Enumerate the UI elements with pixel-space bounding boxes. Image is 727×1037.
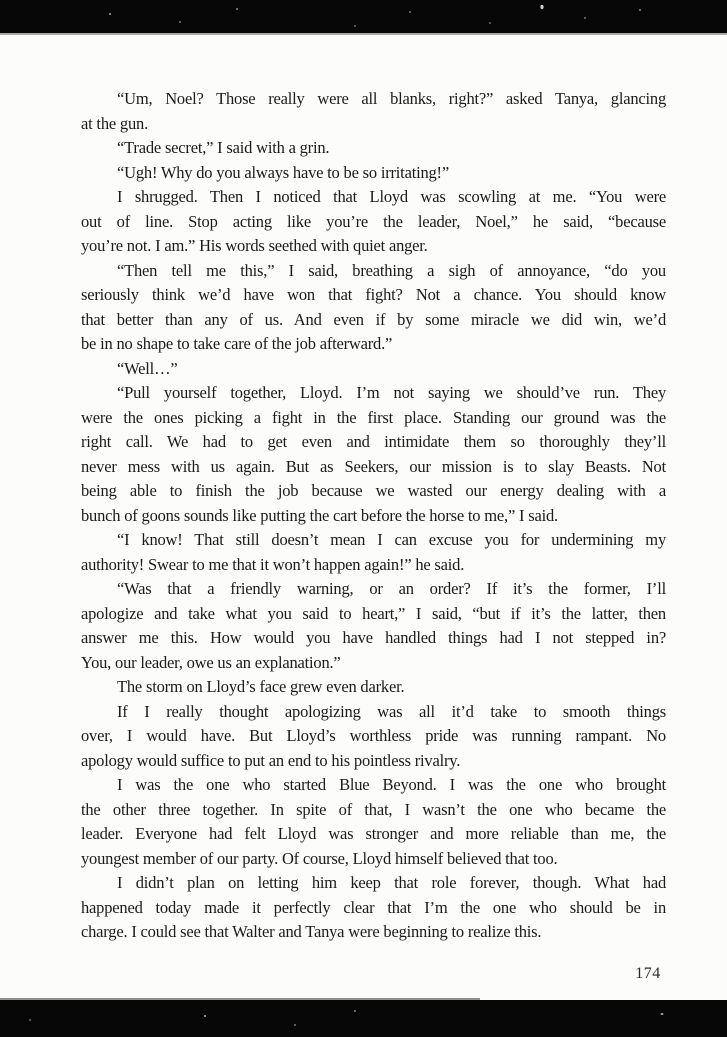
text-line: be in no shape to take care of the job afterward.”	[81, 334, 393, 353]
text-line: The storm on Lloyd’s face grew even darker.	[117, 677, 405, 696]
text-line: apologize and take what you said to heart,” I said, “but if it’s the latter, then	[81, 603, 666, 623]
text-line: I was the one who started Blue Beyond. I was the one who brought	[117, 775, 666, 794]
text-line: out of line. Stop acting like you’re the leader, Noel,” he said, “because	[81, 211, 666, 231]
text-line: apology would suffice to put an end to his pointless rivalry.	[81, 750, 461, 770]
text-line: “Well…”	[117, 358, 178, 378]
page-number: 174	[635, 965, 661, 982]
text-line: the other three together. In spite of that, I wasn’t the one who became the	[81, 799, 666, 819]
text-line: I shrugged. Then I noticed that Lloyd was scowling at me. “You were	[117, 187, 666, 206]
text-line: If I really thought apologizing was all it’d take to smooth things	[117, 701, 666, 721]
text-line: happened today made it perfectly clear that I’m the one who should be in	[81, 897, 666, 917]
scan-border-top	[0, 0, 727, 35]
text-line: being able to finish the job because we wasted our energy dealing with a	[81, 481, 666, 500]
text-line: “Ugh! Why do you always have to be so irritating!”	[117, 162, 449, 182]
text-line: You, our leader, owe us an explanation.”	[81, 652, 341, 672]
text-line: answer me this. How would you have handled things had I not stepped in?	[81, 628, 666, 647]
text-line: that better than any of us. And even if by some miracle we did win, we’d	[81, 309, 666, 329]
text-line: right call. We had to get even and intimidate them so thoroughly they’ll	[81, 432, 666, 451]
text-line: “Pull yourself together, Lloyd. I’m not saying we should’ve run. They	[117, 383, 666, 402]
text-line: “Was that a friendly warning, or an order? If it’s the former, I’ll	[117, 579, 666, 598]
text-line: never mess with us again. But as Seekers, our mission is to slay Beasts. Not	[81, 456, 666, 476]
text-line: you’re not. I am.” His words seethed with quiet anger.	[81, 236, 428, 255]
text-line: over, I would have. But Lloyd’s worthless pride was running rampant. No	[81, 726, 666, 745]
text-line: leader. Everyone had felt Lloyd was stronger and more reliable than me, the	[81, 824, 666, 843]
text-line: “Then tell me this,” I said, breathing a sigh of annoyance, “do you	[117, 260, 666, 280]
text-line: charge. I could see that Walter and Tanya were beginning to realize this.	[81, 922, 542, 941]
text-line: authority! Swear to me that it won’t happen again!” he said.	[81, 554, 465, 574]
text-line: youngest member of our party. Of course, Lloyd himself believed that too.	[81, 848, 558, 868]
text-line: at the gun.	[81, 113, 148, 133]
text-line: “I know! That still doesn’t mean I can excuse you for undermining my	[117, 530, 666, 549]
text-line: “Um, Noel? Those really were all blanks, right?” asked Tanya, glancing	[117, 89, 666, 108]
text-line: bunch of goons sounds like putting the cart before the horse to me,” I said.	[81, 505, 558, 525]
text-line: “Trade secret,” I said with a grin.	[117, 138, 330, 157]
text-line: seriously think we’d have won that fight? Not a chance. You should know	[81, 285, 666, 304]
text-line: were the ones picking a fight in the first place. Standing our ground was the	[81, 407, 666, 427]
scan-border-bottom	[0, 1000, 727, 1037]
page-text	[81, 87, 666, 945]
text-line: I didn’t plan on letting him keep that role forever, though. What had	[117, 873, 666, 892]
